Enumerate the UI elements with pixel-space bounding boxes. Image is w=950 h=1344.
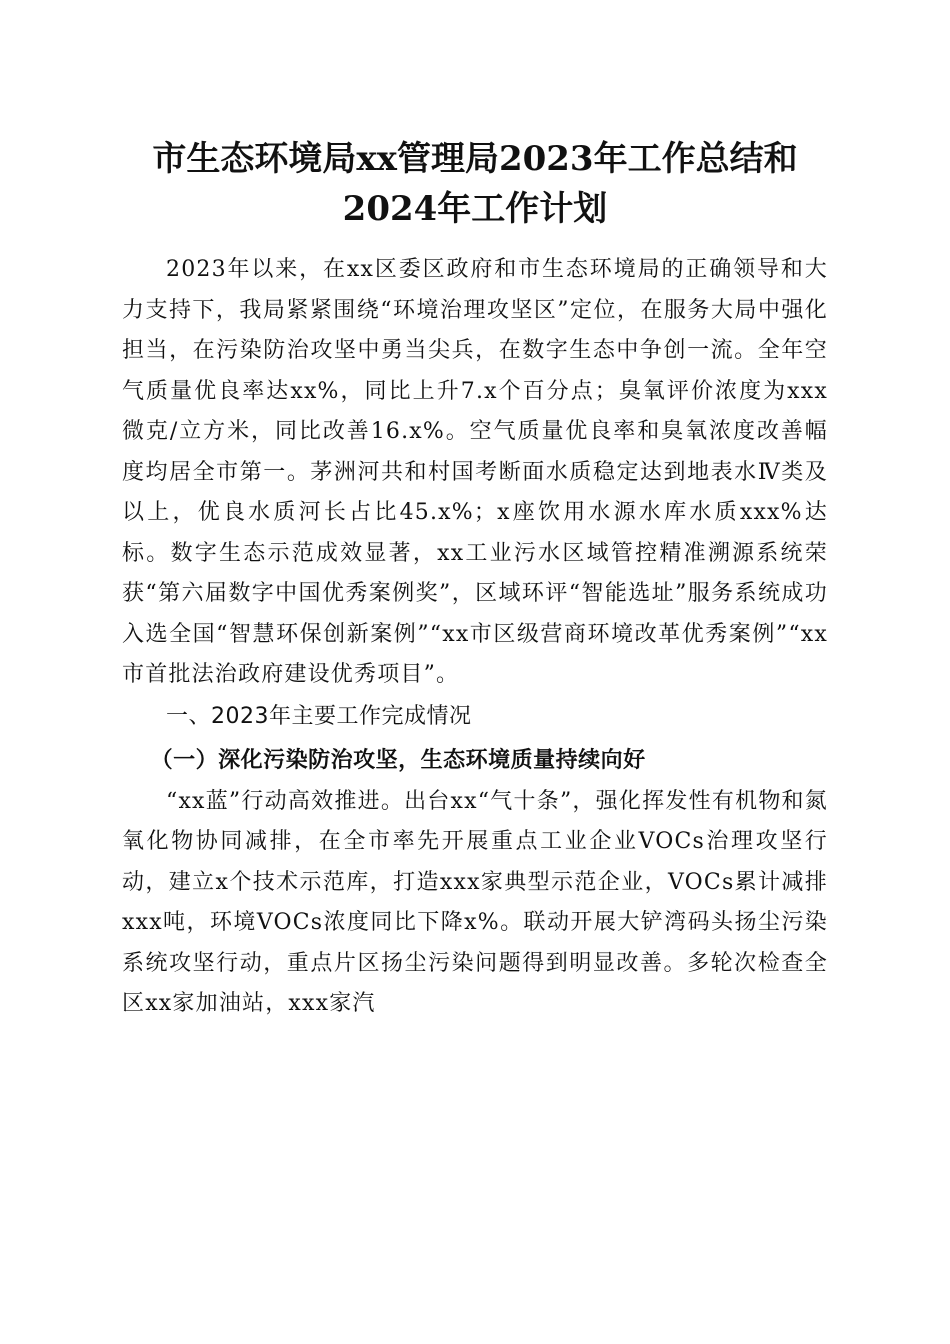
subsection-heading-1: （一）深化污染防治攻坚，生态环境质量持续向好	[150, 746, 646, 773]
document-title-line-1: 市生态环境局xx管理局2023年工作总结和	[152, 139, 798, 179]
document-title	[110, 134, 840, 234]
document-body	[122, 250, 828, 1025]
subsection-paragraph-1: “xx蓝”行动高效推进。出台xx“气十条”，强化挥发性有机物和氮氧化物协同减排，在全市率先开展重点工业企业VOCs治理攻坚行动，建立x个技术示范库，打造xxx家典型示范企业，VOCs累计减排xxx吨，环境VOCs浓度同比下降x%。联动开展大铲湾码头扬尘污染系统攻坚行动，重点片区扬尘污染问题得到明显改善。多轮次检查全区xx家加油站，xxx家汽	[122, 788, 828, 1016]
document-title-line-2: 2024年工作计划	[342, 189, 608, 229]
intro-paragraph: 2023年以来，在xx区委区政府和市生态环境局的正确领导和大力支持下，我局紧紧围绕“环境治理攻坚区”定位，在服务大局中强化担当，在污染防治攻坚中勇当尖兵，在数字生态中争创一流。全年空气质量优良率达xx%，同比上升7.x个百分点；臭氧评价浓度为xxx微克/立方米，同比改善16.x%。空气质量优良率和臭氧浓度改善幅度均居全市第一。茅洲河共和村国考断面水质稳定达到地表水Ⅳ类及以上，优良水质河长占比45.x%；x座饮用水源水库水质xxx%达标。数字生态示范成效显著，xx工业污水区域管控精准溯源系统荣获“第六届数字中国优秀案例奖”，区域环评“智能选址”服务系统成功入选全国“智慧环保创新案例”“xx市区级营商环境改革优秀案例”“xx市首批法治政府建设优秀项目”。	[122, 257, 828, 687]
section-heading-1: 一、2023年主要工作完成情况	[166, 703, 472, 729]
